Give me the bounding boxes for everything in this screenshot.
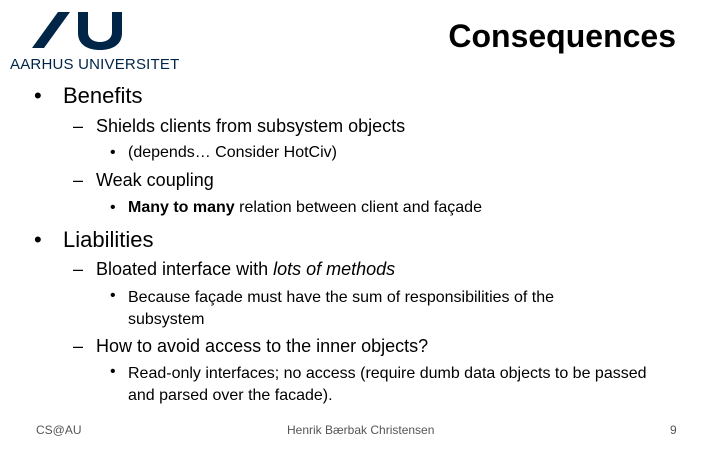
bullet-marker: • [110, 199, 116, 216]
italic-text: lots of methods [273, 259, 396, 279]
bullet-marker: • [34, 227, 42, 252]
sub-bullet-text: Shields clients from subsystem objects [96, 116, 406, 136]
sub-sub-bullet-text: (depends… Consider HotCiv) [128, 144, 337, 161]
university-logo-mark-icon [30, 6, 140, 50]
sub-bullet-text: Weak coupling [96, 170, 214, 190]
bullet-text: Benefits [63, 83, 143, 108]
dash-marker: – [73, 170, 84, 190]
bullet-marker: • [110, 363, 116, 380]
university-logo [8, 6, 178, 74]
logo-text: AARHUS UNIVERSITET [10, 56, 180, 73]
sub-sub-bullet-text [128, 199, 482, 217]
dash-marker: – [73, 336, 84, 356]
page-number: 9 [670, 423, 677, 437]
dash-marker: – [73, 259, 84, 279]
sub-sub-bullet-text: Read-only interfaces; no access (require dumb data objects to be passed and parsed over the facade). [128, 365, 647, 404]
footer-author: Henrik Bærbak Christensen [287, 423, 435, 437]
dash-marker: – [73, 116, 84, 136]
plain-text: relation between client and façade [234, 199, 482, 216]
sub-sub-bullet-text: Because façade must have the sum of responsibilities of the subsystem [128, 289, 555, 328]
sub-bullet-text [96, 259, 395, 280]
plain-text: Bloated interface with [96, 259, 274, 279]
sub-bullet-text: How to avoid access to the inner objects? [96, 336, 429, 356]
bullet-marker: • [34, 83, 42, 108]
footer-left: CS@AU [36, 423, 82, 437]
bullet-marker: • [110, 287, 116, 304]
slide-title: Consequences [448, 18, 676, 54]
bullet-marker: • [110, 144, 116, 161]
bullet-text: Liabilities [63, 227, 154, 252]
bold-text: Many to many [128, 199, 235, 216]
